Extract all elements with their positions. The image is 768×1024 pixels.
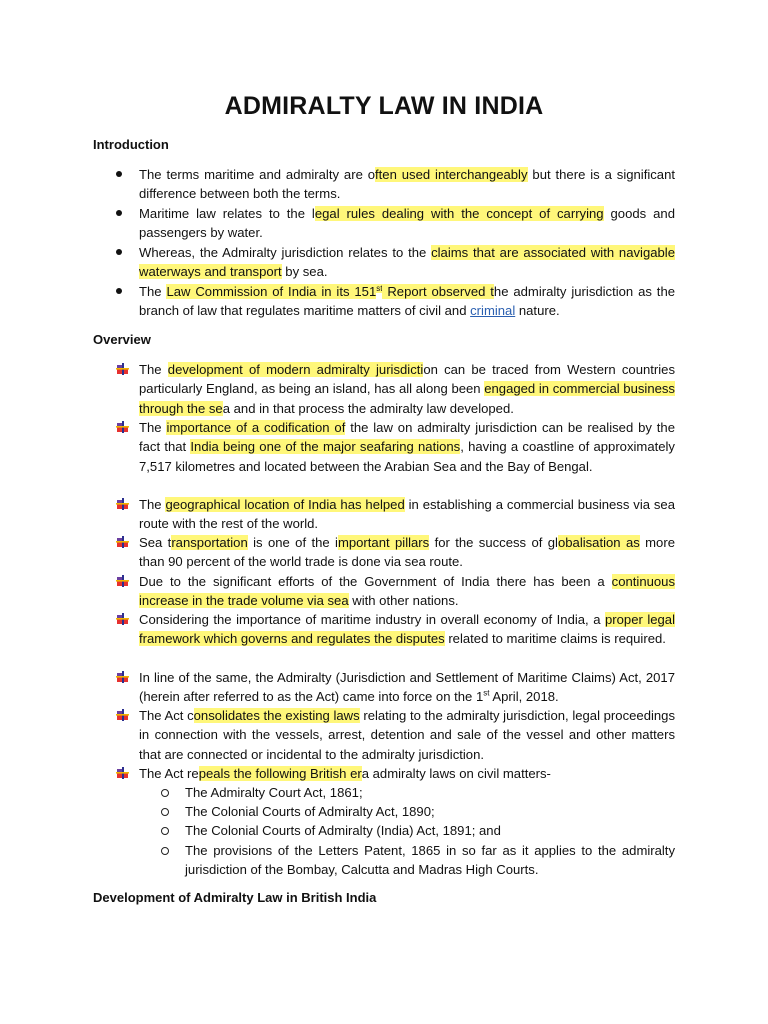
- highlighted-text: proper legal framework which governs and regulates the disputes: [139, 612, 676, 647]
- text-run: is one of the i: [247, 535, 338, 550]
- checkbox-mark-icon: [116, 574, 130, 588]
- hyperlink[interactable]: criminal: [470, 303, 516, 319]
- intro-bullet-2: [139, 204, 675, 243]
- text-run: The: [139, 362, 168, 377]
- highlighted-text: geographical location of India has helped: [165, 497, 405, 512]
- highlighted-text: ften used interchangeably: [375, 167, 528, 182]
- text-run: The: [139, 497, 166, 512]
- text-run: Due to the significant efforts of the Government of India there has been a: [139, 574, 612, 589]
- highlighted-text: st: [376, 283, 383, 293]
- bullet-dot: [116, 288, 122, 294]
- sub-bullet-circle: [161, 847, 169, 855]
- text-run: In line of the same, the Admiralty (Jurisdiction and Settlement of Maritime Claims) Act, 2017 (herein after referred to as the Act) came into force on the 1: [139, 670, 675, 705]
- sub-list-item: The Colonial Courts of Admiralty (India) Act, 1891; and: [185, 823, 501, 838]
- text-run: , having a coastline of approximately 7,517 kilometres and located between the Arabian Sea and the Bay of Bengal.: [139, 439, 675, 474]
- intro-bullet-1: [139, 165, 675, 204]
- highlighted-text: importance of a codification of: [166, 420, 346, 435]
- highlighted-text: peals the following British er: [198, 766, 362, 781]
- intro-bullet-4: [139, 282, 675, 321]
- sub-list-item: The Colonial Courts of Admiralty Act, 1890;: [185, 804, 435, 819]
- highlighted-text: obalisation as: [557, 535, 640, 550]
- overview-bullet-9: [139, 764, 675, 783]
- overview-bullet-4: [139, 533, 675, 572]
- checkbox-mark-icon: [116, 708, 130, 722]
- text-run: more than 90 percent of the world trade is done via sea route.: [139, 535, 675, 570]
- section-heading-development: Development of Admiralty Law in British India: [93, 890, 377, 905]
- highlighted-text: development of modern admiralty jurisdicti: [167, 362, 424, 377]
- overview-bullet-7: [139, 668, 675, 707]
- text-run: by sea.: [281, 264, 328, 280]
- highlighted-text: India being one of the major seafaring nations: [190, 439, 461, 455]
- text-run: st: [483, 689, 490, 699]
- text-run: he admiralty jurisdiction as the branch of law that regulates maritime matters of civil and: [139, 284, 676, 319]
- overview-bullet-8: [139, 706, 675, 764]
- highlighted-text: Report observed t: [382, 284, 494, 299]
- text-run: April, 2018.: [489, 689, 559, 705]
- bullet-dot: [116, 171, 122, 177]
- text-run: related to maritime claims is required.: [444, 631, 666, 647]
- bullet-dot: [116, 210, 122, 216]
- text-run: The Act c: [139, 708, 194, 723]
- text-run: for the success of gl: [429, 535, 558, 550]
- intro-bullet-3: [139, 243, 675, 282]
- document-title: ADMIRALTY LAW IN INDIA: [224, 92, 544, 120]
- highlighted-text: mportant pillars: [337, 535, 430, 550]
- text-run: Whereas, the Admiralty jurisdiction relates to the: [139, 245, 432, 260]
- checkbox-mark-icon: [116, 420, 130, 434]
- sub-list-item: The provisions of the Letters Patent, 1865 in so far as it applies to the admiralty jurisdiction of the Bombay, Calcutta and Madras High Courts.: [185, 843, 675, 878]
- text-run: relating to the admiralty jurisdiction, legal proceedings in connection with the vessels, arrest, detention and sale of the vessel and other matters that are connected or incidental to the admiralty jurisdiction.: [139, 708, 675, 762]
- sub-bullet-circle: [161, 789, 169, 797]
- text-run: a and in that process the admiralty law developed.: [222, 400, 514, 416]
- text-run: a admiralty laws on civil matters-: [361, 766, 551, 781]
- text-run: Sea t: [139, 535, 172, 550]
- bullet-dot: [116, 249, 122, 255]
- text-run: on can be traced from Western countries particularly England, as being an island, has all along been: [139, 362, 676, 397]
- text-run: Considering the importance of maritime industry in overall economy of India, a: [139, 612, 605, 627]
- text-run: The: [139, 284, 167, 299]
- checkbox-mark-icon: [116, 362, 130, 376]
- overview-bullet-6: [139, 610, 675, 649]
- checkbox-mark-icon: [116, 612, 130, 626]
- overview-bullet-1: [139, 360, 675, 418]
- checkbox-mark-icon: [116, 670, 130, 684]
- text-run: Maritime law relates to the l: [139, 206, 315, 221]
- checkbox-mark-icon: [116, 766, 130, 780]
- text-run: nature.: [515, 303, 560, 319]
- text-run: The: [139, 420, 167, 435]
- section-heading-introduction: Introduction: [93, 137, 169, 152]
- text-run: but there is a significant difference between both the terms.: [139, 167, 675, 202]
- sub-list-item: The Admiralty Court Act, 1861;: [185, 785, 363, 800]
- highlighted-text: claims that are associated with navigable waterways and transport: [139, 245, 675, 280]
- checkbox-mark-icon: [116, 535, 130, 549]
- text-run: The terms maritime and admiralty are o: [139, 167, 376, 182]
- highlighted-text: Law Commission of India in its 151: [166, 284, 377, 299]
- sub-bullet-circle: [161, 808, 169, 816]
- highlighted-text: onsolidates the existing laws: [193, 708, 360, 723]
- checkbox-mark-icon: [116, 497, 130, 511]
- highlighted-text: egal rules dealing with the concept of carrying: [314, 206, 604, 221]
- text-run: The Act re: [139, 766, 199, 781]
- highlighted-text: continuous increase in the trade volume via sea: [139, 574, 675, 609]
- overview-bullet-2: [139, 418, 675, 476]
- text-run: in establishing a commercial business via sea route with the rest of the world.: [139, 497, 676, 532]
- highlighted-text: ransportation: [171, 535, 248, 550]
- text-run: with other nations.: [348, 593, 459, 609]
- section-heading-overview: Overview: [93, 332, 151, 347]
- sub-bullet-circle: [161, 827, 169, 835]
- highlighted-text: engaged in commercial business through the se: [139, 381, 675, 416]
- overview-bullet-3: [139, 495, 675, 534]
- text-run: goods and passengers by water.: [139, 206, 675, 241]
- overview-bullet-5: [139, 572, 675, 611]
- text-run: the law on admiralty jurisdiction can be realised by the fact that: [139, 420, 675, 455]
